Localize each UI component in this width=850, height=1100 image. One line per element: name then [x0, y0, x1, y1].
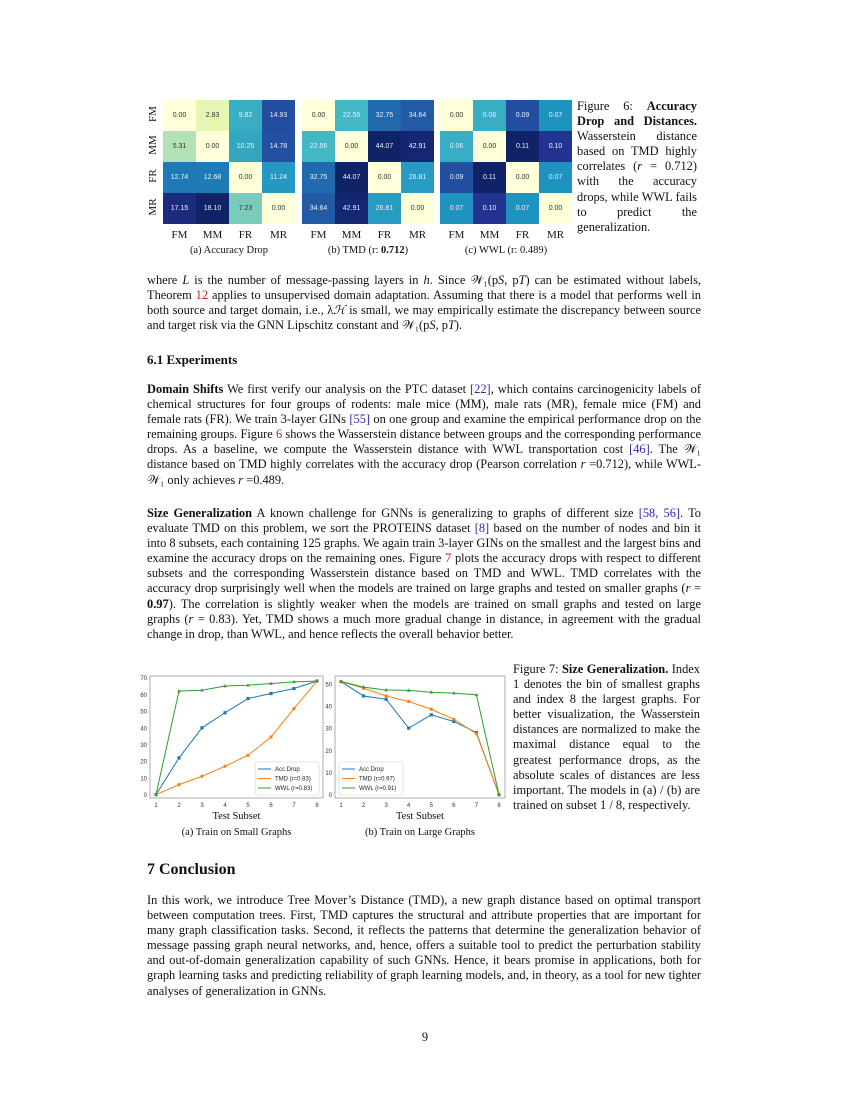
text-run: on one group and examine the empirical performance drop on the remaining groups. Figure [147, 412, 702, 442]
text-run: , p [504, 273, 519, 287]
x-axis-label: Test Subset [212, 811, 261, 822]
text-run: = 0.712) with the accuracy drops, while WWL fails to predict the generalization. [577, 159, 697, 234]
y-tick-label: 50 [140, 709, 147, 716]
heatmap-cell: 34.64 [401, 100, 434, 131]
text-run: Size Generalization. [561, 662, 669, 676]
heatmap-col-label: MR [546, 229, 565, 241]
text-run: ℋ [333, 303, 346, 318]
page-number: 9 [421, 1030, 429, 1044]
text-run: r [685, 581, 691, 596]
figure-7-line-charts [140, 668, 510, 848]
heatmap-cell: 7.23 [229, 193, 262, 224]
heatmap-cell: 11.24 [262, 162, 295, 193]
heatmap-col-label: MM [341, 229, 362, 241]
y-tick-label: 40 [325, 704, 332, 711]
heatmap-cell: 0.06 [440, 131, 473, 162]
reference-link[interactable]: [55] [349, 412, 371, 427]
text-run: ). The correlation is slightly weaker when the models are trained on small graphs and tested on large graphs ( [147, 596, 701, 626]
text-run: Wasserstein distance based on TMD highly correlates ( [577, 129, 697, 174]
heatmap-cell: 12.68 [196, 162, 229, 193]
heatmap-col-label: FM [448, 229, 465, 241]
legend-label: TMD (r=0.97) [359, 776, 395, 783]
data-point [385, 694, 388, 697]
text-run: r [238, 472, 244, 487]
heatmap-cell: 0.06 [473, 100, 506, 131]
chart-subcaption: (b) Train on Large Graphs [364, 827, 476, 838]
data-point [269, 735, 272, 738]
y-tick-label: 50 [325, 682, 332, 689]
text-run: where [147, 273, 183, 287]
data-point [407, 727, 410, 730]
x-tick-label: 2 [361, 803, 366, 809]
data-point [407, 700, 410, 703]
heatmap-cell: 0.00 [401, 193, 434, 224]
heatmap-cell: 0.00 [229, 162, 262, 193]
x-axis-label: Test Subset [396, 811, 444, 822]
legend-label: Acc Drop [359, 767, 384, 774]
heatmap-0 [163, 100, 295, 224]
legend-label: WWL (r=0.91) [359, 786, 397, 793]
x-tick-label: 1 [339, 803, 343, 809]
heatmap-cell: 42.91 [401, 131, 434, 162]
data-point [430, 713, 433, 716]
text-run: Size Generalization [147, 506, 252, 520]
heatmap-cell: 0.10 [473, 193, 506, 224]
text-run: , which contains carcinogenicity labels of chemical structures for four groups of rodents: male mice (MM), male rats (MR), female mice (FM) and female rats (FR). We train 3-layer GINs [147, 382, 702, 427]
paragraph-size-generalization [147, 506, 701, 642]
heatmap-row-label: FM [147, 106, 159, 122]
reference-link[interactable]: 12 [195, 288, 209, 303]
text-run: Figure 6: [577, 99, 647, 113]
text-run: , p [435, 318, 448, 333]
legend-label: WWL (r=0.83) [275, 786, 313, 793]
heatmap-cell: 10.25 [229, 131, 262, 162]
heatmap-col-label: FM [171, 229, 188, 241]
x-tick-label: 4 [407, 803, 411, 809]
text-run: =0.489. [243, 472, 285, 487]
data-point [292, 687, 295, 690]
text-run: applies to unsupervised domain adaptation. Assuming that there is a model that performs well in both source and target domain, i.e., λ [147, 288, 702, 318]
text-run: We first verify our analysis on the PTC dataset [223, 382, 471, 396]
reference-link[interactable]: [22] [470, 382, 491, 396]
section-heading-7: 7 Conclusion [147, 861, 236, 878]
x-tick-label: 7 [474, 803, 479, 809]
heatmap-cell: 0.00 [302, 100, 335, 131]
heatmap-cell: 0.00 [506, 162, 539, 193]
y-tick-label: 0 [143, 793, 147, 800]
data-point [452, 718, 455, 721]
paragraph-domain-shifts [147, 382, 701, 488]
heatmap-col-label: FM [310, 229, 327, 241]
text-run: . The 𝒲₁ distance based on TMD highly correlates with the accuracy drop (Pearson correlation [147, 442, 701, 472]
legend-label: Acc Drop [275, 767, 300, 774]
x-tick-label: 4 [223, 803, 227, 809]
heatmap-col-label: FR [515, 229, 530, 241]
heatmap-subcaption: (a) Accuracy Drop [189, 245, 269, 256]
text-run: is small, we may empirically estimate the discrepancy between source and target risk via the GNN Lipschitz constant and 𝒲₁(p [147, 303, 701, 333]
heatmap-cell: 26.81 [368, 193, 401, 224]
y-tick-label: 10 [325, 770, 332, 777]
reference-link[interactable]: [46] [629, 442, 650, 457]
heatmap-col-label: FR [238, 229, 253, 241]
heatmap-subcaption: (c) WWL (r: 0.489) [464, 245, 548, 256]
data-point [430, 708, 433, 711]
heatmap-cell: 32.75 [368, 100, 401, 131]
text-run: plots the accuracy drops with respect to different subsets and the corresponding Wasserstein distance based on TMD and WWL. TMD correlates with the accuracy drop surprisingly well when the models are trained on large graphs and tested on smaller graphs ( [147, 551, 701, 596]
x-tick-label: 6 [452, 803, 456, 809]
heatmap-cell: 42.91 [335, 193, 368, 224]
data-point [246, 754, 249, 757]
paragraph-conclusion [147, 893, 701, 999]
heatmap-cell: 5.31 [163, 131, 196, 162]
text-run: In this work, we introduce Tree Mover’s Distance (TMD), a new graph distance based on optimal transport between computation trees. First, TMD captures the structural and attribute properties that are important for many graph classification tasks. Second, it reflects the patterns that determine the generalization behavior of message passing graph neural networks, and, hence, offers a suitable tool to predict the perturbation stability and out-of-domain generalization capability of such GNNs. Hence, it bears promise in applications, both for graph learning tasks and predicting reliability of graph learning models, and, in theory, as a tool for new tighter analyses of generalization in GNNs. [147, 893, 701, 998]
text-run: Index 1 denotes the bin of smallest graphs and index 8 the largest graphs. For better visualization, the Wasserstein distances are normalized to make the maximal distance equal to the greatest performance drops, as the absolute scales of distances are less important. The models in (a) / (b) are trained on subset 1 / 8, respectively. [513, 662, 700, 812]
heatmap-2 [440, 100, 572, 224]
reference-link[interactable]: 6 [275, 427, 283, 442]
heatmap-cell: 0.00 [163, 100, 196, 131]
heatmap-subcaption: (b) TMD (r: 0.712) [327, 245, 409, 256]
heatmap-cell: 0.07 [506, 193, 539, 224]
heatmap-cell: 0.07 [539, 162, 572, 193]
y-tick-label: 30 [325, 726, 332, 733]
text-run: T [518, 273, 526, 287]
data-point [223, 765, 226, 768]
text-run: ). [454, 318, 463, 333]
text-run: ) can be estimated without labels, Theorem [147, 273, 701, 303]
heatmap-cell: 9.82 [229, 100, 262, 131]
heatmap-cell: 32.75 [302, 162, 335, 193]
heatmap-cell: 14.78 [262, 131, 295, 162]
heatmap-col-label: FR [377, 229, 392, 241]
heatmap-cell: 0.09 [440, 162, 473, 193]
data-point [177, 756, 180, 759]
y-tick-label: 20 [325, 748, 332, 755]
heatmap-cell: 0.11 [473, 162, 506, 193]
x-tick-label: 3 [200, 803, 204, 809]
data-point [177, 783, 180, 786]
text-run: Accuracy Drop and Distances. [577, 99, 697, 129]
data-point [385, 698, 388, 701]
section-heading-6-1: 6.1 Experiments [147, 352, 238, 367]
y-tick-label: 20 [140, 759, 147, 766]
x-tick-label: 8 [497, 803, 501, 809]
heatmap-col-label: MR [408, 229, 427, 241]
heatmap-cell: 0.07 [440, 193, 473, 224]
reference-link[interactable]: [8] [474, 521, 490, 536]
x-tick-label: 6 [269, 803, 273, 809]
data-point [246, 697, 249, 700]
heatmap-cell: 0.00 [368, 162, 401, 193]
heatmap-cell: 14.93 [262, 100, 295, 131]
y-tick-label: 70 [140, 676, 147, 683]
heatmap-cell: 0.11 [506, 131, 539, 162]
heatmap-1 [302, 100, 434, 224]
heatmap-row-label: MR [147, 198, 159, 216]
text-run: S [498, 273, 505, 287]
data-point [362, 694, 365, 697]
x-tick-label: 3 [384, 803, 388, 809]
heatmap-cell: 2.83 [196, 100, 229, 131]
text-run: Domain Shifts [147, 382, 224, 396]
text-run: 0.97 [147, 596, 169, 611]
heatmap-cell: 0.00 [335, 131, 368, 162]
heatmap-row-label: FR [147, 169, 159, 183]
heatmap-cell: 22.56 [302, 131, 335, 162]
y-tick-label: 60 [140, 692, 147, 699]
heatmap-cell: 44.07 [368, 131, 401, 162]
heatmap-col-label: MM [202, 229, 223, 241]
heatmap-cell: 0.07 [539, 100, 572, 131]
text-run: =0.712), while WWL-𝒲₁ only achieves [147, 457, 701, 487]
data-point [269, 692, 272, 695]
text-run: r [188, 611, 194, 626]
legend-label: TMD (r=0.83) [275, 776, 311, 783]
y-tick-label: 0 [328, 793, 332, 800]
text-run: h [423, 273, 430, 287]
heatmap-col-label: MM [479, 229, 500, 241]
heatmap-cell: 26.81 [401, 162, 434, 193]
data-point [292, 707, 295, 710]
figure-6-caption [577, 99, 697, 235]
reference-link[interactable]: 7 [445, 551, 452, 566]
reference-link[interactable]: [58, 56] [638, 506, 681, 520]
x-tick-label: 7 [292, 803, 296, 809]
heatmap-cell: 0.00 [473, 131, 506, 162]
y-tick-label: 40 [140, 726, 147, 733]
data-point [223, 711, 226, 714]
text-run: S [429, 318, 436, 333]
data-point [200, 775, 203, 778]
heatmap-cell: 0.09 [506, 100, 539, 131]
heatmap-col-label: MR [269, 229, 288, 241]
data-point [200, 726, 203, 729]
text-run: L [182, 273, 190, 287]
text-run: Figure 7: [513, 662, 562, 676]
heatmap-cell: 0.10 [539, 131, 572, 162]
y-tick-label: 10 [140, 776, 147, 783]
x-tick-label: 1 [154, 803, 158, 809]
text-run: r [580, 457, 586, 472]
heatmap-cell: 34.64 [302, 193, 335, 224]
text-run: = 0.83). Yet, TMD shows a much more gradual change in distance, in agreement with the gradual change in drop, than WWL, and hence reflects the overall behavior better. [147, 611, 701, 641]
heatmap-cell: 0.00 [440, 100, 473, 131]
paragraph-theorem [147, 273, 701, 333]
heatmap-cell: 0.00 [196, 131, 229, 162]
text-run: is the number of message-passing layers in [189, 273, 424, 287]
x-tick-label: 5 [246, 803, 250, 809]
heatmap-cell: 12.74 [163, 162, 196, 193]
text-run: r [637, 159, 643, 174]
data-point [475, 732, 478, 735]
text-run: T [447, 318, 455, 333]
text-run: A known challenge for GNNs is generalizing to graphs of different size [252, 506, 639, 520]
x-tick-label: 8 [315, 803, 319, 809]
figure-7-caption [513, 662, 700, 813]
y-tick-label: 30 [140, 743, 147, 750]
text-run: based on the number of nodes and bin it into 8 subsets, each containing 125 graphs. We again train 3-layer GINs on the smallest and the largest bins and examine the accuracy drops on the remaining ones. Figure [147, 521, 701, 566]
heatmap-cell: 22.56 [335, 100, 368, 131]
heatmap-cell: 18.10 [196, 193, 229, 224]
heatmap-cell: 17.15 [163, 193, 196, 224]
heatmap-cell: 0.00 [539, 193, 572, 224]
heatmap-row-label: MM [147, 135, 159, 155]
x-tick-label: 5 [429, 803, 433, 809]
x-tick-label: 2 [177, 803, 181, 809]
text-run: = [690, 581, 701, 596]
text-run: . Since 𝒲₁(p [429, 273, 499, 287]
text-run: shows the Wasserstein distance between groups and the corresponding performance drops. As a baseline, we compute the Wasserstein distance with WWL transportation cost [147, 427, 701, 457]
heatmap-cell: 44.07 [335, 162, 368, 193]
text-run: . To evaluate TMD on this problem, we sort the PROTEINS dataset [147, 506, 702, 536]
heatmap-cell: 0.00 [262, 193, 295, 224]
chart-subcaption: (a) Train on Small Graphs [181, 827, 292, 838]
